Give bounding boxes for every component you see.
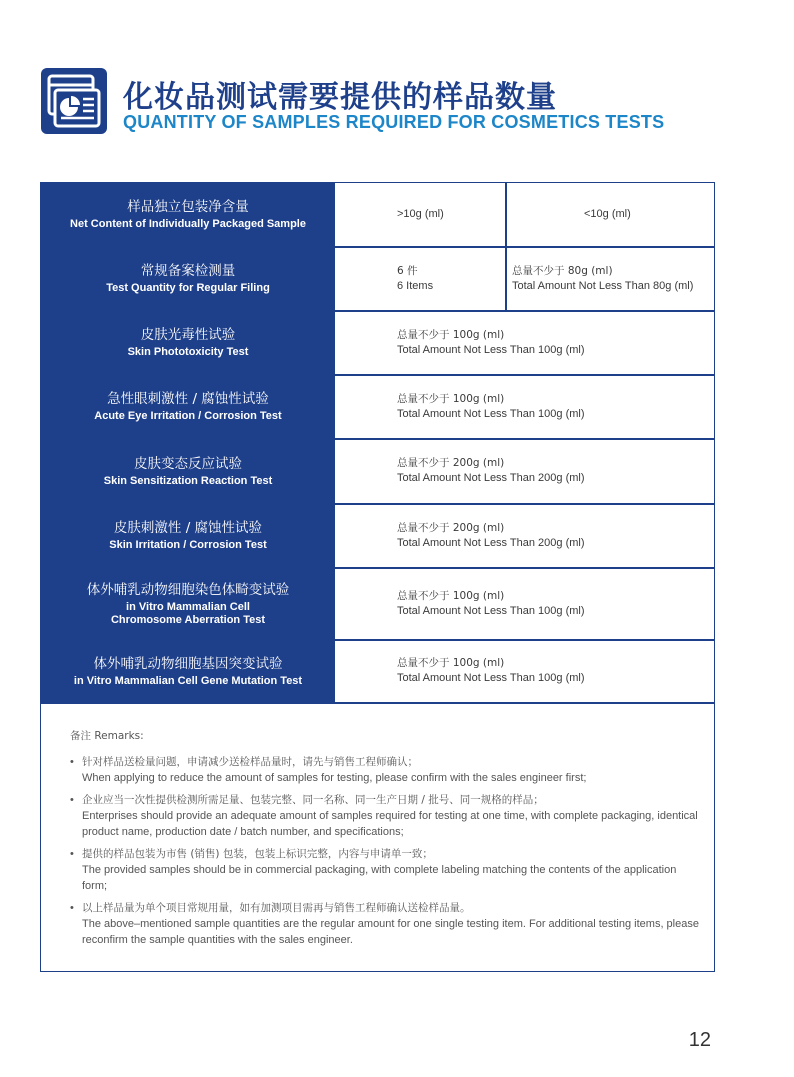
row-label-cn: 常规备案检测量 [140,263,236,279]
cell-value-en: Total Amount Not Less Than 80g (ml) [512,279,694,292]
table-cell [397,640,585,702]
remark-text-en: The provided samples should be in commercial packaging, with complete labeling matching the contents of the application form; [82,864,677,892]
page-title-cn: 化妆品测试需要提供的样品数量 [123,80,557,115]
table-cell [397,439,585,503]
row-label-en: Skin Phototoxicity Test [127,346,249,358]
cell-value-cn: 总量不少于 100g (ml) [397,657,505,669]
cell-value-en: Total Amount Not Less Than 100g (ml) [397,343,585,356]
remark-text-cn: 针对样品送检量问题，申请减少送检样品量时，请先与销售工程师确认； [82,756,418,768]
table-cell [397,568,585,639]
row-label [41,375,335,438]
page-number: 12 [688,1029,711,1051]
table-row [41,375,714,438]
remark-text-en: Enterprises should provide an adequate amount of samples required for testing at one time, with complete packaging, identical product name, production date / batch number, and specifications; [82,810,698,838]
row-divider [41,702,714,704]
remark-text-cn: 以上样品量为单个项目常规用量，如有加测项目需再与销售工程师确认送检样品量。 [82,902,471,914]
page-title-en: QUANTITY OF SAMPLES REQUIRED FOR COSMETICS TESTS [123,112,665,132]
row-label [41,504,335,567]
bullet-icon: • [70,756,74,768]
table-cell [397,311,585,374]
cell-value: >10g (ml) [397,208,444,220]
cell-value-en: Total Amount Not Less Than 100g (ml) [397,672,585,684]
table-cell [584,183,631,246]
table-cell [397,375,585,438]
bullet-icon: • [70,848,74,860]
cell-value-cn: 总量不少于 100g (ml) [397,392,505,405]
remark-item [70,792,700,840]
bullet-icon: • [70,902,74,914]
remark-text-en: When applying to reduce the amount of samples for testing, please confirm with the sales engineer first; [82,772,587,784]
row-label [41,568,335,639]
cell-value-en: 6 Items [397,279,434,292]
cell-value-cn: 总量不少于 200g (ml) [397,521,505,534]
row-label-en: Skin Sensitization Reaction Test [103,474,273,487]
table-cell [397,247,433,310]
row-label-en: in Vitro Mammalian Cell Chromosome Aberration Test [110,600,266,626]
column-divider [505,247,507,310]
cell-value-cn: 总量不少于 200g (ml) [397,457,505,469]
table-row [41,439,714,503]
remark-item [70,846,700,894]
row-label-cn: 皮肤刺激性 / 腐蚀性试验 [113,520,263,536]
remark-item [70,754,700,786]
row-label-en: Acute Eye Irritation / Corrosion Test [94,410,282,422]
row-label-en: in Vitro Mammalian Cell Gene Mutation Test [73,674,303,687]
cell-value-cn: 总量不少于 100g (ml) [397,328,505,341]
remark-item [70,900,700,948]
table-cell [512,247,693,310]
row-label-cn: 体外哺乳动物细胞染色体畸变试验 [86,581,290,598]
row-label-cn: 样品独立包装净含量 [127,199,249,215]
row-label [41,439,335,503]
row-label [41,640,335,702]
remark-text-cn: 企业应当一次性提供检测所需足量、包装完整、同一名称、同一生产日期 / 批号、同一规格的样品； [82,794,544,806]
table-row [41,640,714,702]
table-row [41,311,714,374]
remarks-heading: 备注 Remarks: [70,730,144,742]
table-cell [397,504,585,567]
table-cell [397,183,444,246]
column-divider [505,183,507,246]
table-row [41,247,714,310]
remark-text-en: The above–mentioned sample quantities are the regular amount for one single testing item. For additional testing items, please reconfirm the sample quantities with the sales engineer. [82,918,699,946]
row-label-en: Test Quantity for Regular Filing [106,282,270,294]
table-row [41,568,714,639]
cell-value-cn: 6 件 [397,264,418,277]
document-chart-icon [41,68,107,134]
row-label-cn: 皮肤变态反应试验 [134,455,242,472]
bullet-icon: • [70,794,74,806]
samples-table-panel [40,182,715,972]
table-row [41,183,714,246]
cell-value-cn: 总量不少于 100g (ml) [397,589,505,602]
row-label [41,311,335,374]
row-label-en: Skin Irritation / Corrosion Test [109,539,267,551]
cell-value: <10g (ml) [584,208,631,220]
cell-value-en: Total Amount Not Less Than 200g (ml) [397,536,585,549]
row-label-cn: 皮肤光毒性试验 [140,327,236,343]
row-label-cn: 体外哺乳动物细胞基因突变试验 [93,655,283,672]
cell-value-cn: 总量不少于 80g (ml) [512,264,613,277]
row-label-en: Net Content of Individually Packaged Sample [70,218,306,230]
row-label [41,183,335,246]
row-label [41,247,335,310]
remarks-section [70,728,700,954]
remark-text-cn: 提供的样品包装为市售 (销售) 包装，包装上标识完整，内容与申请单一致； [82,848,433,860]
cell-value-en: Total Amount Not Less Than 100g (ml) [397,604,585,617]
table-row [41,504,714,567]
cell-value-en: Total Amount Not Less Than 200g (ml) [397,472,585,484]
cell-value-en: Total Amount Not Less Than 100g (ml) [397,407,585,420]
row-label-cn: 急性眼刺激性 / 腐蚀性试验 [107,391,269,407]
